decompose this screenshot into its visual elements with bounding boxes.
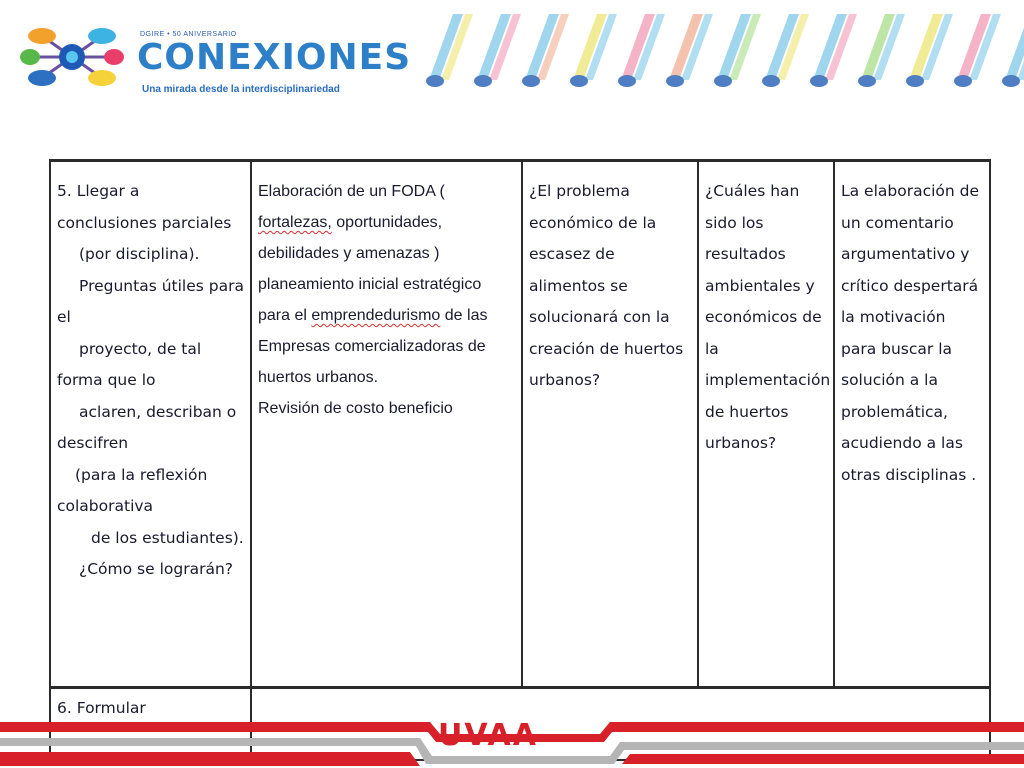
table-row bbox=[50, 161, 990, 688]
stripe-dot bbox=[906, 75, 924, 87]
stripe-dot bbox=[762, 75, 780, 87]
question-cell: ¿El problema económico de la escasez de alimentos se solucionará con la creación de huertos urbanos? bbox=[522, 161, 698, 688]
stripe-dot bbox=[666, 75, 684, 87]
results-question-cell: ¿Cuáles han sido los resultados ambientales y económicos de la implementación de huertos urbanos? bbox=[698, 161, 834, 688]
spellcheck-word: fortalezas, bbox=[258, 214, 332, 231]
step-cell: 5. Llegar a conclusiones parciales (por disciplina). Preguntas útiles para el proyecto, de tal forma que lo aclaren, describan o descifren (para la reflexión colaborativa de los estudiantes). ¿Cómo se lograrán? bbox=[50, 161, 251, 688]
decorative-stripe-banner bbox=[415, 8, 1024, 90]
logo-subtitle: Una mirada desde la interdisciplinariedad bbox=[142, 84, 340, 95]
stripe-dot bbox=[810, 75, 828, 87]
stripe-dot bbox=[570, 75, 588, 87]
next-step-cell: 6. Formular bbox=[50, 688, 251, 761]
outcome-cell: La elaboración de un comentario argumentativo y crítico despertará la motivación para buscar la solución a la problemática, acudiendo a las otras disciplinas . bbox=[834, 161, 990, 688]
stripe-dot bbox=[522, 75, 540, 87]
stripe-dot bbox=[1002, 75, 1020, 87]
activity-cell: Elaboración de un FODA ( fortalezas, oportunidades, debilidades y amenazas ) planeamiento inicial estratégico para el emprendedurismo de las Empresas comercializadoras de huertos urbanos. Revisión de costo beneficio bbox=[251, 161, 522, 688]
stripe-dot bbox=[858, 75, 876, 87]
footer-brand-text: UVAA bbox=[438, 718, 538, 753]
logo-tagline: DGIRE • 50 ANIVERSARIO bbox=[140, 31, 237, 38]
stripe-dot bbox=[474, 75, 492, 87]
spellcheck-word: emprendedurismo bbox=[311, 307, 441, 324]
stripe-dot bbox=[714, 75, 732, 87]
stripe-dot bbox=[426, 75, 444, 87]
planning-table bbox=[49, 159, 989, 717]
stripe-dot bbox=[618, 75, 636, 87]
stripe-dot bbox=[954, 75, 972, 87]
logo-title: CONEXIONES bbox=[137, 37, 412, 78]
network-hexagon-icon bbox=[20, 22, 125, 92]
conexiones-logo bbox=[20, 22, 412, 95]
